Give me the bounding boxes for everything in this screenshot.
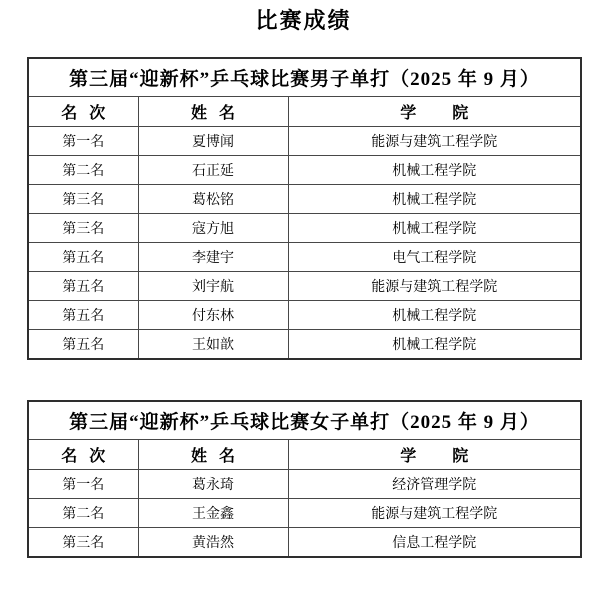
name-cell: 李建宇 <box>138 243 288 272</box>
name-cell: 付东林 <box>138 301 288 330</box>
college-cell: 机械工程学院 <box>288 214 581 243</box>
results-table-women <box>27 400 580 558</box>
rank-cell: 第一名 <box>28 127 138 156</box>
table-row <box>28 272 581 301</box>
name-cell: 葛松铭 <box>138 185 288 214</box>
column-header-name: 姓 名 <box>138 97 288 127</box>
name-cell: 夏博闻 <box>138 127 288 156</box>
document-title: 比赛成绩 <box>255 8 352 33</box>
name-cell: 刘宇航 <box>138 272 288 301</box>
results-table <box>27 57 582 360</box>
rank-cell: 第五名 <box>28 301 138 330</box>
rank-cell: 第三名 <box>28 528 138 558</box>
column-header-rank: 名 次 <box>28 440 138 470</box>
results-table <box>27 400 582 558</box>
college-cell: 电气工程学院 <box>288 243 581 272</box>
college-cell: 能源与建筑工程学院 <box>288 499 581 528</box>
rank-cell: 第五名 <box>28 272 138 301</box>
name-cell: 黄浩然 <box>138 528 288 558</box>
college-cell: 机械工程学院 <box>288 330 581 360</box>
rank-cell: 第三名 <box>28 214 138 243</box>
column-header-rank: 名 次 <box>28 97 138 127</box>
table-row <box>28 156 581 185</box>
table-row <box>28 214 581 243</box>
college-cell: 信息工程学院 <box>288 528 581 558</box>
name-cell: 王金鑫 <box>138 499 288 528</box>
name-cell: 寇方旭 <box>138 214 288 243</box>
table-row <box>28 470 581 499</box>
name-cell: 葛永琦 <box>138 470 288 499</box>
college-cell: 经济管理学院 <box>288 470 581 499</box>
college-cell: 能源与建筑工程学院 <box>288 127 581 156</box>
column-header-name: 姓 名 <box>138 440 288 470</box>
college-cell: 机械工程学院 <box>288 301 581 330</box>
college-cell: 能源与建筑工程学院 <box>288 272 581 301</box>
rank-cell: 第五名 <box>28 243 138 272</box>
name-cell: 王如歆 <box>138 330 288 360</box>
table-row <box>28 185 581 214</box>
table-row <box>28 330 581 360</box>
rank-cell: 第三名 <box>28 185 138 214</box>
rank-cell: 第二名 <box>28 156 138 185</box>
rank-cell: 第一名 <box>28 470 138 499</box>
table-title: 第三届“迎新杯”乒乓球比赛男子单打（2025 年 9 月） <box>28 58 581 97</box>
column-header-college: 学 院 <box>288 440 581 470</box>
table-row <box>28 127 581 156</box>
table-row <box>28 499 581 528</box>
college-cell: 机械工程学院 <box>288 185 581 214</box>
results-table-men <box>27 57 580 360</box>
table-row <box>28 301 581 330</box>
college-cell: 机械工程学院 <box>288 156 581 185</box>
table-row <box>28 528 581 558</box>
table-row <box>28 243 581 272</box>
table-title: 第三届“迎新杯”乒乓球比赛女子单打（2025 年 9 月） <box>28 401 581 440</box>
name-cell: 石正延 <box>138 156 288 185</box>
column-header-college: 学 院 <box>288 97 581 127</box>
rank-cell: 第五名 <box>28 330 138 360</box>
rank-cell: 第二名 <box>28 499 138 528</box>
